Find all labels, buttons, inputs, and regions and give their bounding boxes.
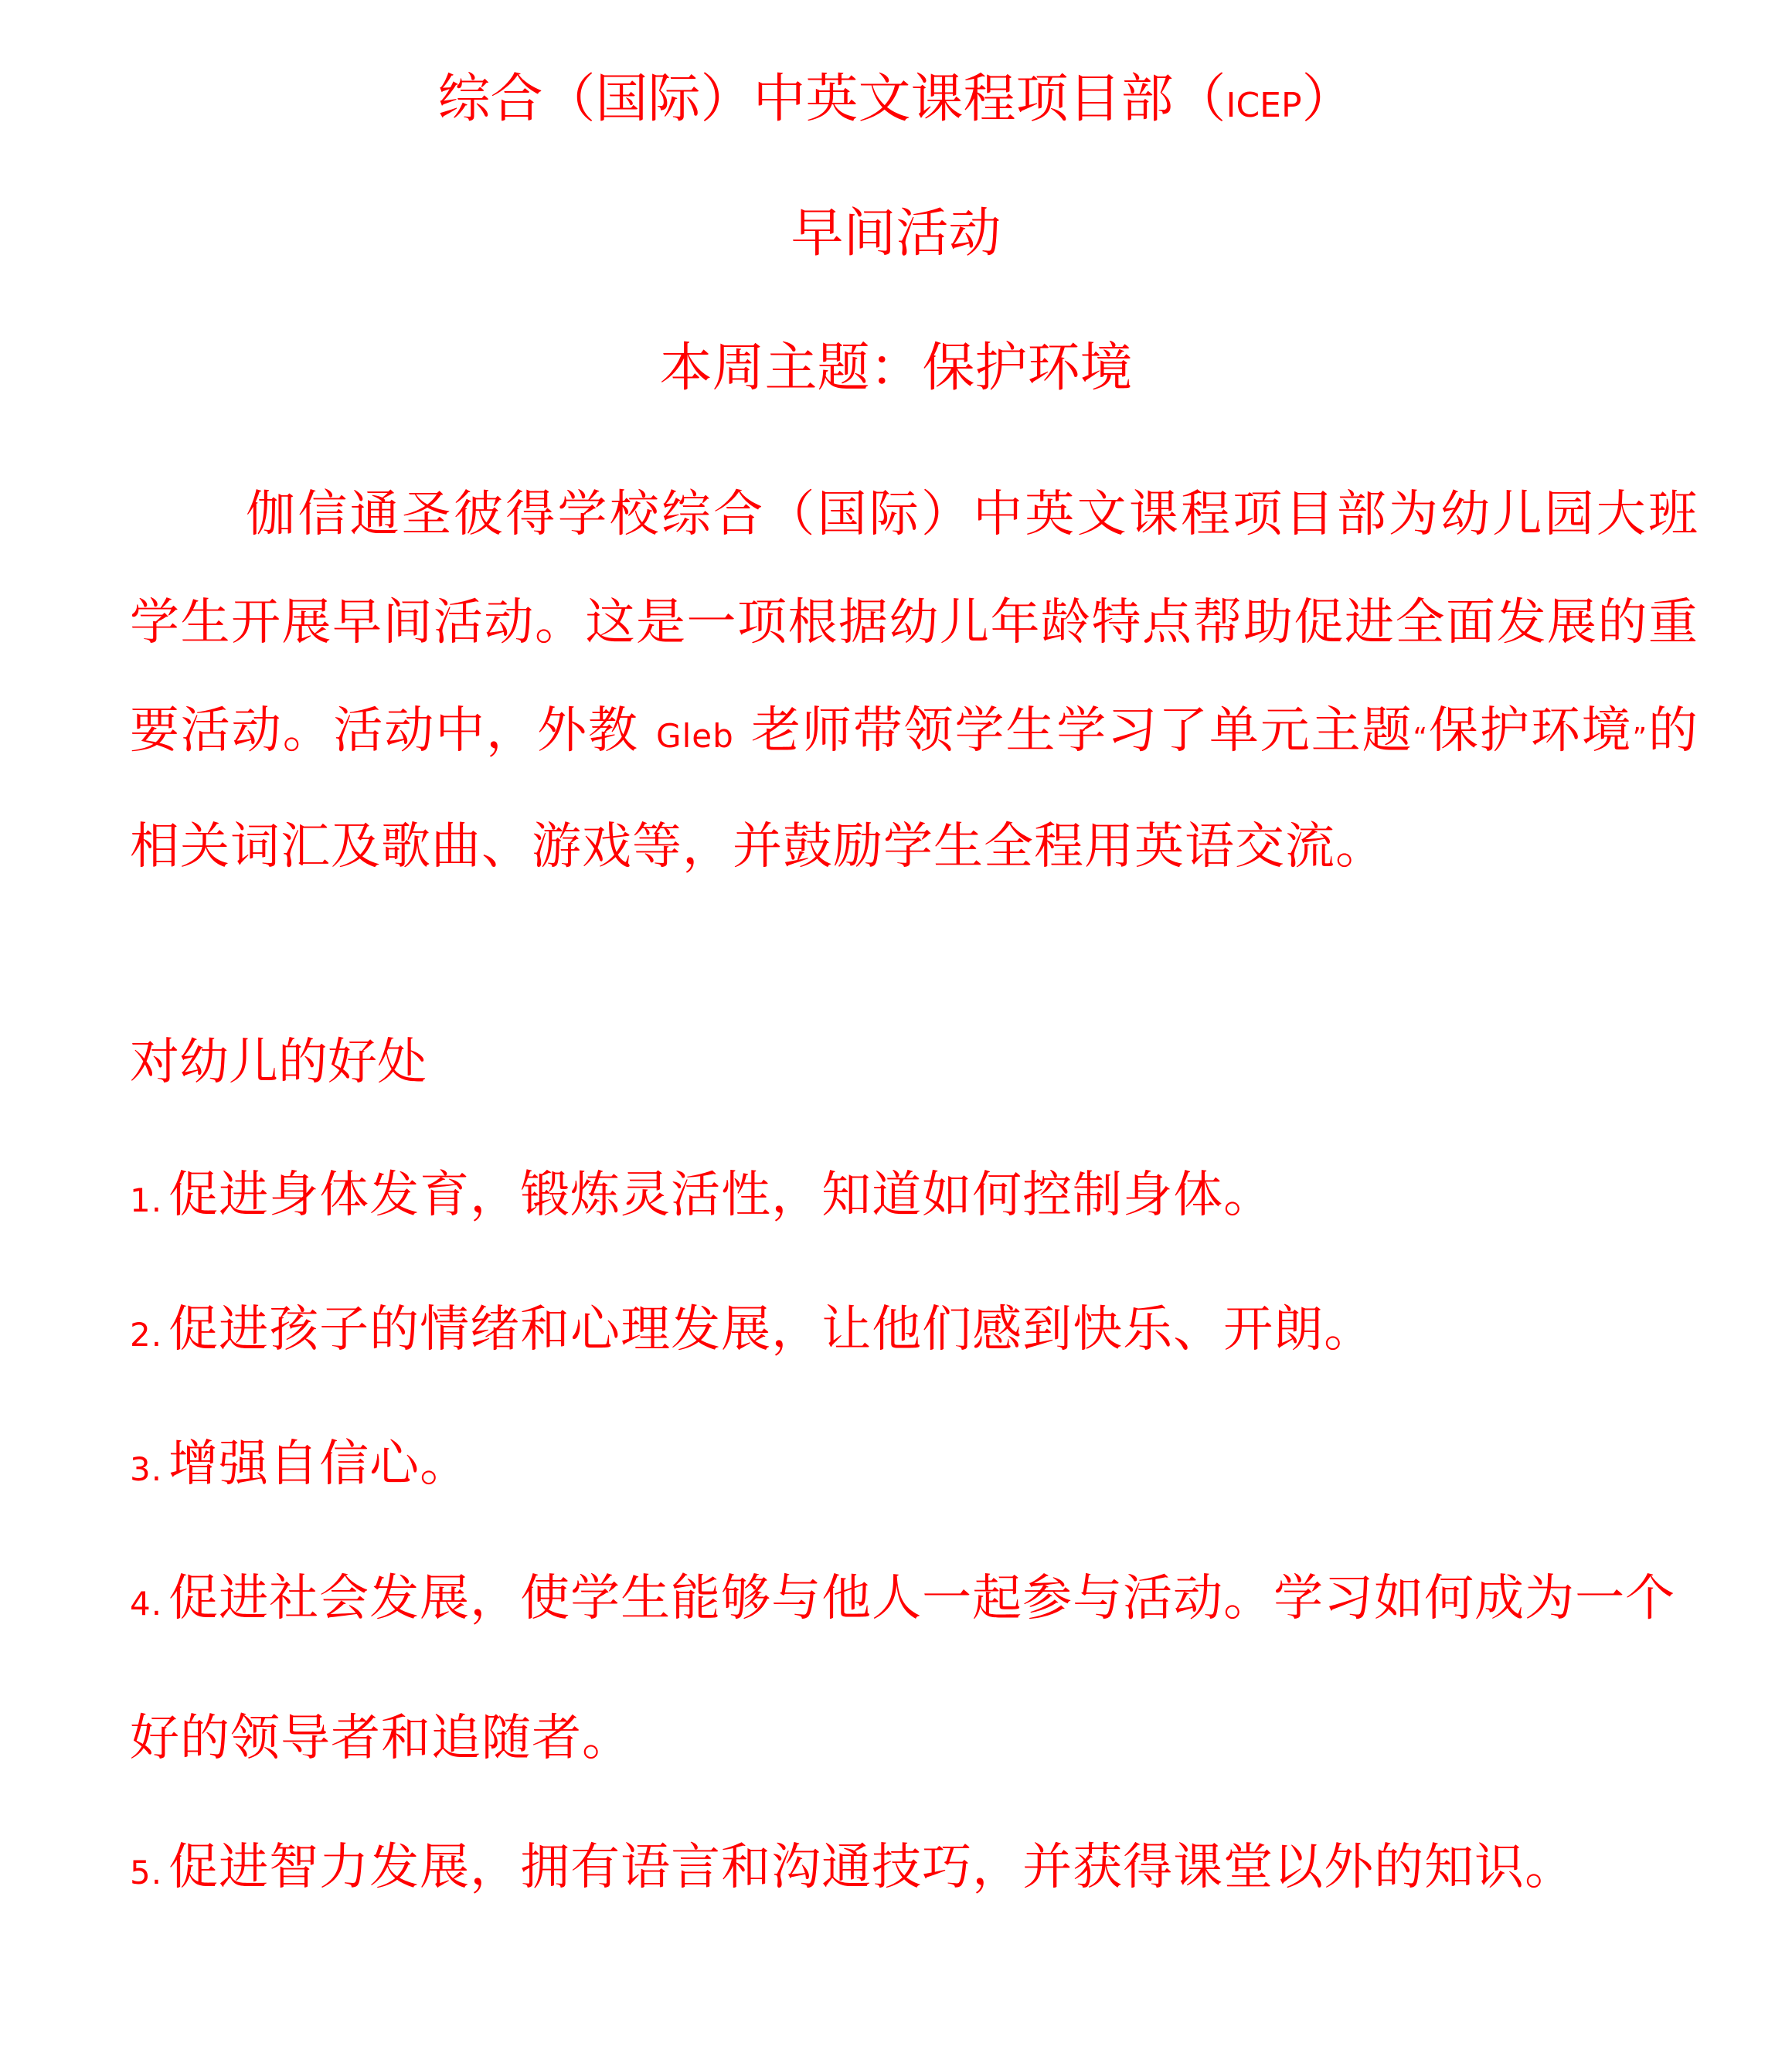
benefit-number: 5. — [130, 1854, 163, 1891]
benefit-text: 增强自信心。 — [168, 1436, 471, 1493]
benefit-number: 2. — [130, 1316, 163, 1354]
title-suffix: ） — [1301, 69, 1355, 130]
benefit-item — [130, 1161, 1698, 1235]
title-prefix: 综合（国际）中英文课程项目部（ — [437, 69, 1226, 130]
quote-close: ” — [1632, 722, 1648, 754]
document-title — [0, 65, 1792, 141]
intro-paragraph — [130, 461, 1698, 901]
title-abbreviation: ICEP — [1226, 86, 1302, 125]
quote-open: “ — [1413, 722, 1429, 754]
intro-part-2: 老师带领学生学习了单元主题 — [751, 702, 1413, 760]
document-subtitle: 早间活动 — [791, 203, 1001, 264]
weekly-theme: 本周主题：保护环境 — [659, 338, 1133, 399]
intro-part-3: 的相关词汇及歌曲、游戏等，并鼓励学生全程用英语交流。 — [130, 702, 1699, 875]
benefit-item — [130, 1531, 1698, 1806]
benefit-number: 1. — [130, 1181, 163, 1219]
benefit-text: 促进孩子的情绪和心理发展，让他们感到快乐、开朗。 — [168, 1301, 1375, 1358]
benefit-item — [130, 1295, 1698, 1370]
benefit-text: 促进智力发展，拥有语言和沟通技巧，并获得课堂以外的知识。 — [168, 1839, 1576, 1896]
benefit-number: 4. — [130, 1585, 163, 1623]
benefit-text: 促进身体发育，锻炼灵活性，知道如何控制身体。 — [168, 1167, 1274, 1224]
benefit-item — [130, 1807, 1698, 1933]
teacher-name: Gleb — [656, 717, 734, 755]
benefits-heading: 对幼儿的好处 — [130, 1034, 427, 1091]
benefit-text: 促进社会发展，使学生能够与他人一起参与活动。学习如何成为一个好的领导者和追随者。 — [130, 1570, 1676, 1767]
intro-part-1: 伽信通圣彼得学校综合（国际）中英文课程项目部为幼儿园大班学生开展早间活动。这是一项根据幼儿年龄特点帮助促进全面发展的重要活动。活动中，外教 — [130, 486, 1698, 760]
benefit-item — [130, 1429, 1698, 1504]
benefit-number: 3. — [130, 1450, 163, 1488]
unit-topic: 保护环境 — [1428, 702, 1633, 760]
